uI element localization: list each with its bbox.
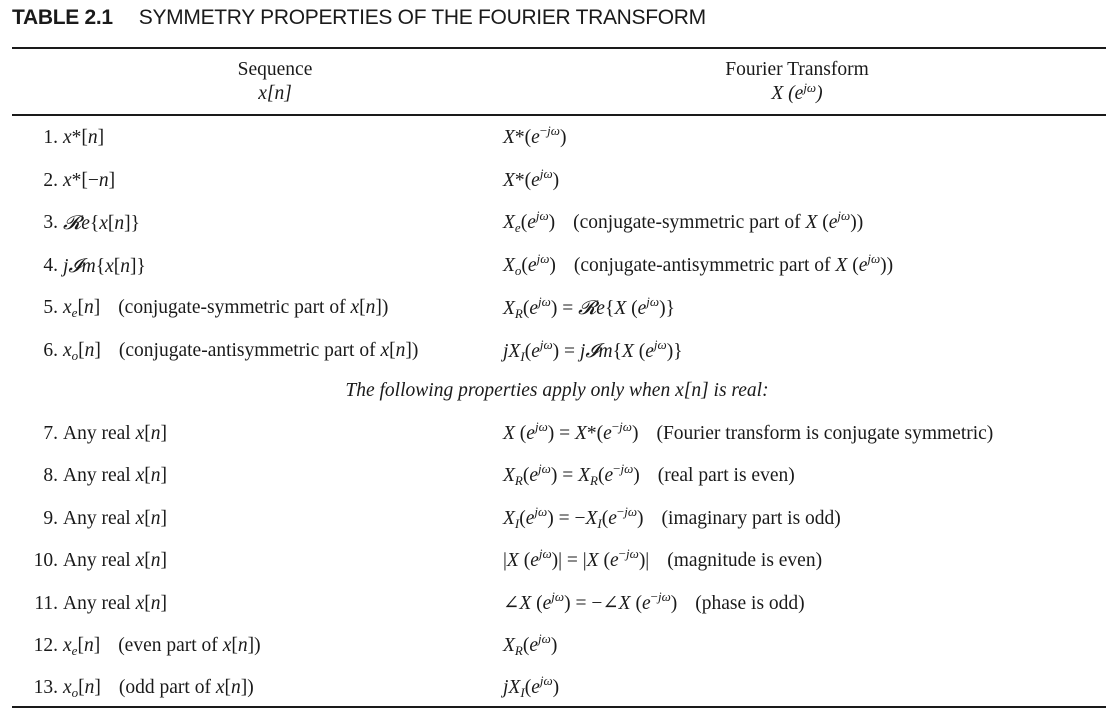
table-row (0, 336, 1114, 366)
transform-header-symbol: X $(e^{j\omega})$ (771, 80, 823, 104)
table-row (0, 461, 1114, 491)
row-transform: $X_R(e^{j\omega})$ = 𝓡e{X $(e^{j\omega})$} (503, 294, 675, 321)
row-transform: X $(e^{j\omega}) = X*(e^{-j\omega})$ (Fourier transform is conjugate symmetric) (503, 419, 994, 444)
row-number: 8. (43, 465, 58, 486)
table-row (0, 589, 1114, 619)
row-transform: $X_I(e^{j\omega}) = -X_I(e^{-j\omega})$ (imaginary part is odd) (503, 504, 841, 531)
row-sequence: $x_o[n]$ (odd part of x[n]) (63, 677, 254, 700)
table-title: SYMMETRY PROPERTIES OF THE FOURIER TRANSFORM (138, 6, 706, 29)
row-transform: $X_R(e^{j\omega})$ (503, 631, 558, 658)
row-sequence: $x_e[n]$ (conjugate-symmetric part of x[n]) (63, 297, 389, 320)
sequence-column-header (175, 58, 375, 106)
row-number: 10. (33, 550, 58, 571)
table-row (0, 419, 1114, 449)
row-number: 2. (43, 170, 58, 191)
table-row (0, 504, 1114, 534)
table-caption (12, 6, 706, 34)
row-sequence: j𝓘m{x[n]} (63, 254, 146, 277)
table-row (0, 251, 1114, 281)
row-sequence: 𝓡e{x[n]} (63, 211, 141, 234)
table-row (0, 166, 1114, 196)
row-transform: $jX_I(e^{j\omega})$ (503, 673, 560, 700)
table-row (0, 546, 1114, 576)
row-number: 5. (43, 297, 58, 318)
row-number: 6. (43, 340, 58, 361)
row-transform: $jX_I(e^{j\omega})$ = j𝓘m{X $(e^{j\omega})$} (503, 337, 683, 364)
row-transform: $X_o(e^{j\omega})$ (conjugate-antisymmetric part of X $(e^{j\omega})$) (503, 251, 894, 278)
row-number: 7. (43, 423, 58, 444)
row-sequence: x*[n] (63, 127, 105, 148)
row-transform: $X_R(e^{j\omega}) = X_R(e^{-j\omega})$ (real part is even) (503, 461, 795, 488)
row-sequence: Any real x[n] (63, 465, 167, 486)
row-transform: ∠X $(e^{j\omega})$ = −∠X $(e^{-j\omega})$ (phase is odd) (503, 589, 805, 614)
sequence-header-label: Sequence (237, 59, 313, 80)
header-rule (12, 114, 1106, 116)
table-row (0, 123, 1114, 153)
row-number: 11. (34, 593, 58, 614)
row-transform: $X*(e^{j\omega})$ (503, 166, 560, 191)
bottom-rule (12, 706, 1106, 708)
row-transform: |X $(e^{j\omega})| = |X$ $(e^{-j\omega})|$ (magnitude is even) (503, 546, 823, 571)
row-sequence: Any real x[n] (63, 593, 167, 614)
table-row (0, 208, 1114, 238)
row-sequence: $x_e[n]$ (even part of x[n]) (63, 635, 261, 658)
real-sequence-note: The following properties apply only when x[n] is real: (345, 380, 769, 401)
transform-header-label: Fourier Transform (725, 59, 869, 80)
row-sequence: Any real x[n] (63, 508, 167, 529)
table-row (0, 293, 1114, 323)
transform-column-header (697, 58, 897, 106)
row-number: 9. (43, 508, 58, 529)
top-rule (12, 47, 1106, 49)
row-number: 13. (33, 677, 58, 698)
row-transform: $X_e(e^{j\omega})$ (conjugate-symmetric part of X $(e^{j\omega})$) (503, 208, 864, 235)
row-transform: $X*(e^{-j\omega})$ (503, 123, 567, 148)
sequence-header-symbol: x[n] (258, 83, 292, 104)
row-number: 4. (43, 255, 58, 276)
table-label: TABLE 2.1 (12, 6, 113, 29)
row-number: 1. (43, 127, 58, 148)
row-sequence: Any real x[n] (63, 423, 167, 444)
row-sequence: Any real x[n] (63, 550, 167, 571)
row-sequence: $x_o[n]$ (conjugate-antisymmetric part of x[n]) (63, 340, 419, 363)
table-row (0, 631, 1114, 661)
row-number: 12. (33, 635, 58, 656)
real-sequence-note-row (0, 376, 1114, 406)
table-row (0, 673, 1114, 703)
row-number: 3. (43, 212, 58, 233)
row-sequence: x*[−n] (63, 170, 116, 191)
